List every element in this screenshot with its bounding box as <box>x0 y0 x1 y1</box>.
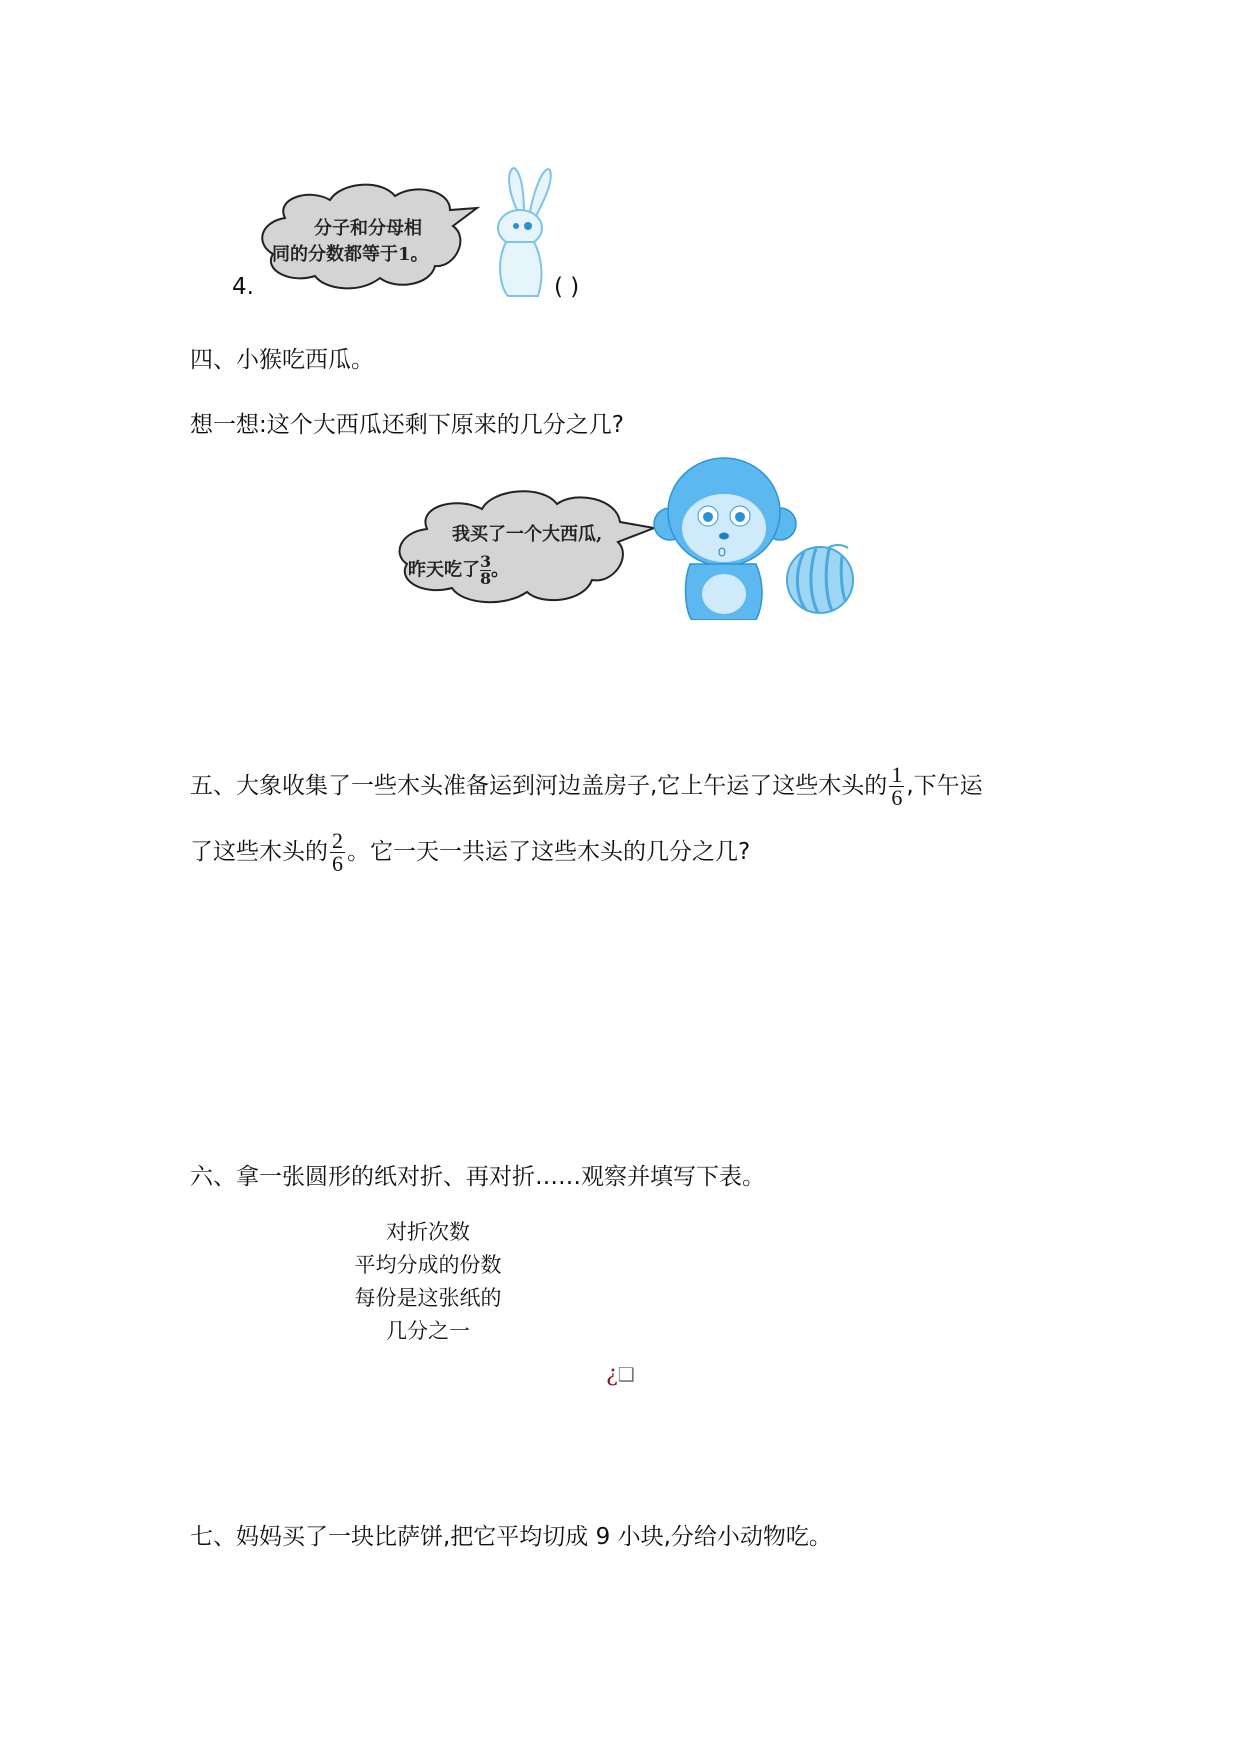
section-5-text: 了这些木头的 <box>190 839 328 865</box>
fraction-numerator: 1 <box>891 762 903 787</box>
broken-glyph-char: ¿ <box>606 1362 618 1387</box>
fraction <box>889 764 904 809</box>
question-number: 4. <box>232 274 254 300</box>
section-4-prompt: 想一想:这个大西瓜还剩下原来的几分之几? <box>190 412 624 438</box>
bubble-text-line1: 分子和分母相 <box>314 218 422 239</box>
speech-bubble-cloud <box>392 484 657 610</box>
section-4-title: 四、小猴吃西瓜。 <box>190 347 374 373</box>
section-5-text: 五、大象收集了一些木头准备运到河边盖房子,它上午运了这些木头的 <box>190 773 888 799</box>
fraction <box>330 830 345 875</box>
bubble-text-suffix: 。 <box>491 559 510 581</box>
fraction-denominator: 6 <box>891 785 903 810</box>
monkey-illustration <box>652 454 800 620</box>
bubble-text-prefix: 昨天吃了 <box>408 559 480 581</box>
bubble-text-line2: 同的分数都等于1。 <box>272 244 429 265</box>
fraction-numerator: 2 <box>332 828 343 853</box>
fraction-denominator: 8 <box>480 569 492 588</box>
table-row-label: 平均分成的份数 <box>354 1253 502 1277</box>
section-6-title: 六、拿一张圆形的纸对折、再对折……观察并填写下表。 <box>190 1164 765 1190</box>
fraction-denominator: 6 <box>332 851 343 876</box>
watermelon-illustration <box>784 542 860 616</box>
section-5-line2 <box>190 830 750 875</box>
broken-glyph <box>606 1362 635 1387</box>
section-7-title: 七、妈妈买了一块比萨饼,把它平均切成 9 小块,分给小动物吃。 <box>190 1524 832 1550</box>
fraction <box>480 554 491 587</box>
section-5-text: 。它一天一共运了这些木头的几分之几? <box>347 839 751 865</box>
answer-blank[interactable]: ( ) <box>554 274 580 300</box>
section-5-line1 <box>190 764 983 809</box>
broken-box-icon: ❑ <box>617 1364 635 1386</box>
bubble-text-line1: 我买了一个大西瓜, <box>452 524 603 545</box>
fraction-numerator: 3 <box>480 552 492 571</box>
bunny-illustration <box>478 162 560 300</box>
table-row-label: 对折次数 <box>386 1220 470 1244</box>
section-5-text: ,下午运 <box>906 773 983 799</box>
table-row-label: 几分之一 <box>386 1319 470 1343</box>
bubble-text-line2 <box>408 554 509 587</box>
table-row-label: 每份是这张纸的 <box>354 1286 502 1310</box>
